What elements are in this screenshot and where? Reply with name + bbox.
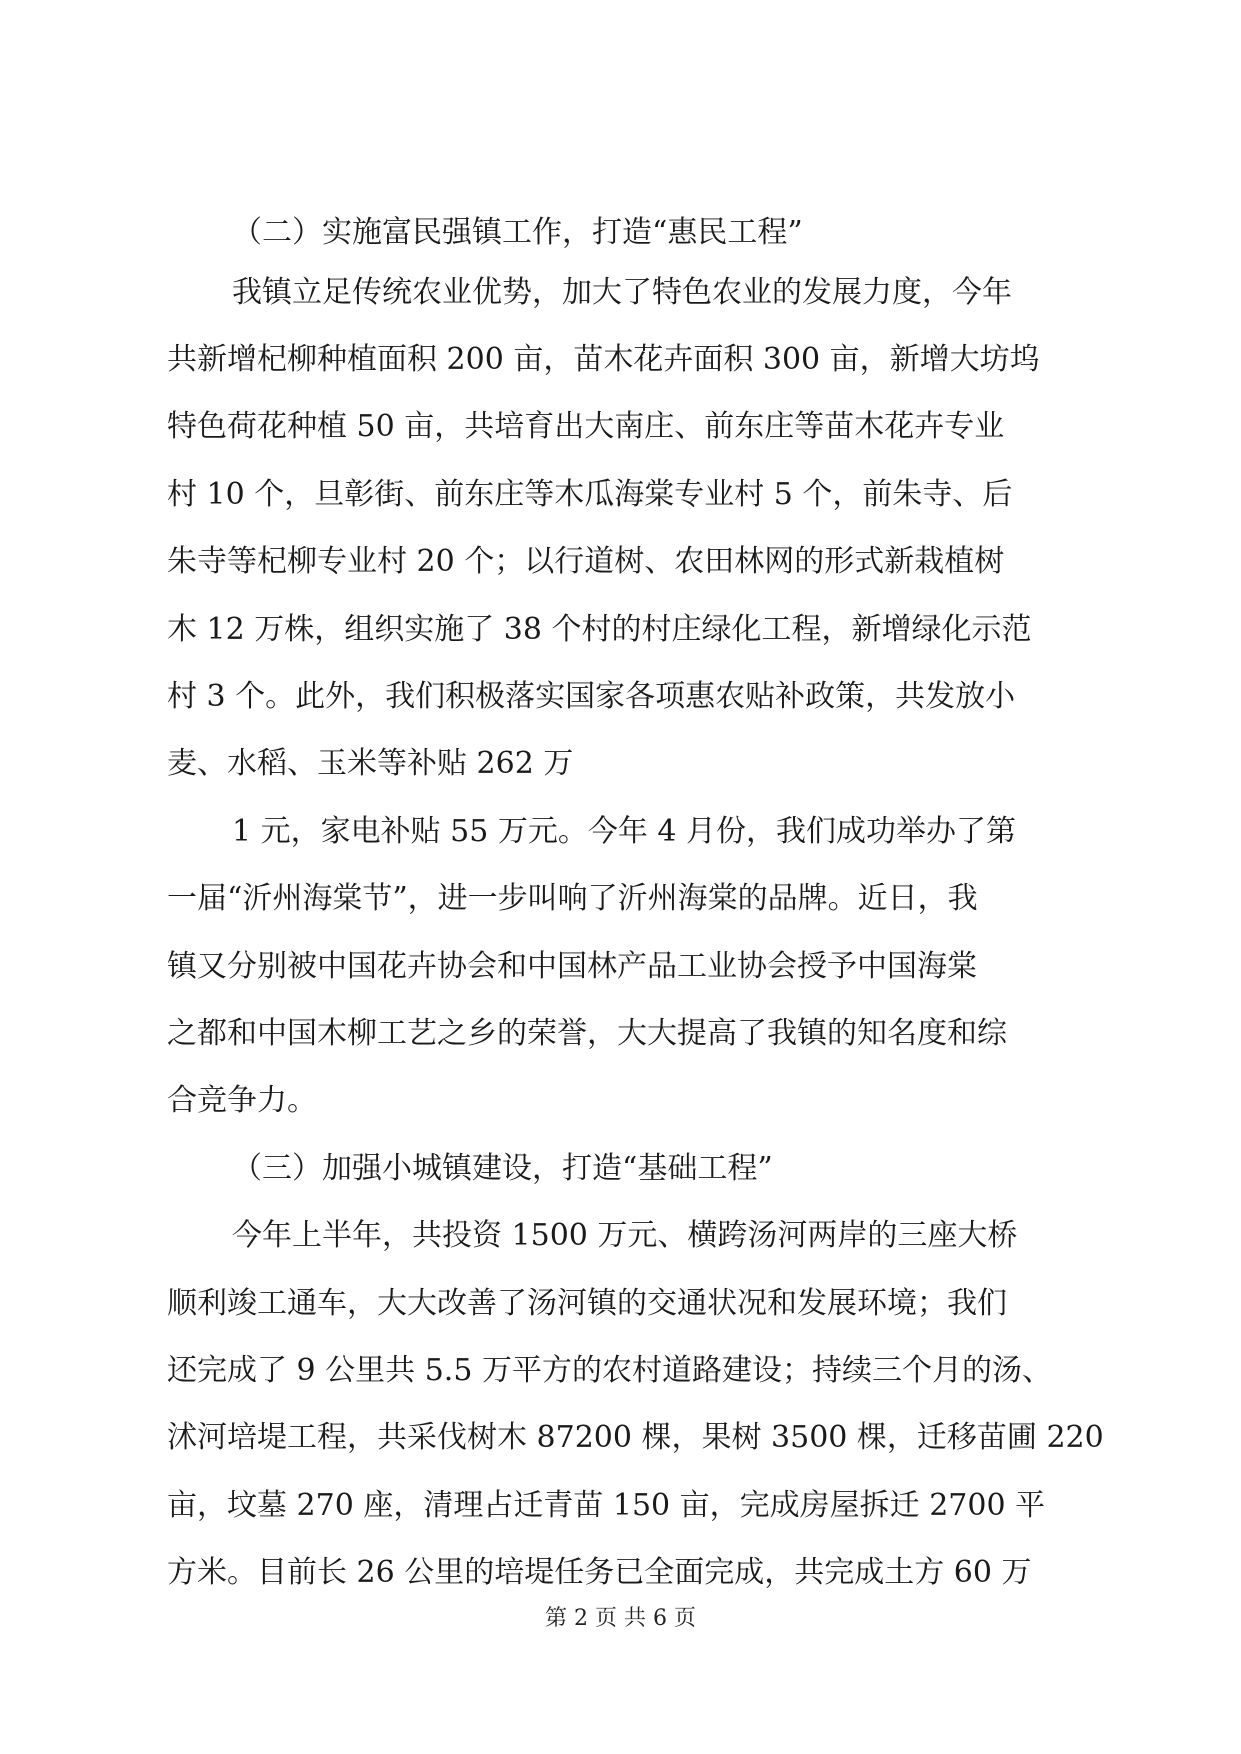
paragraph-line: 木 12 万株，组织实施了 38 个村的村庄绿化工程，新增绿化示范 (167, 612, 1032, 647)
paragraph-line: 麦、水稻、玉米等补贴 262 万 (167, 746, 574, 781)
paragraph-line: 亩，坟墓 270 座，清理占迁青苗 150 亩，完成房屋拆迁 2700 平 (167, 1488, 1046, 1523)
section-heading-3: （三）加强小城镇建设，打造“基础工程” (232, 1151, 773, 1186)
paragraph-line: 共新增杞柳种植面积 200 亩，苗木花卉面积 300 亩，新增大坊坞 (167, 342, 1040, 377)
paragraph-line: 镇又分别被中国花卉协会和中国林产品工业协会授予中国海棠 (167, 949, 977, 984)
paragraph-line: 我镇立足传统农业优势，加大了特色农业的发展力度，今年 (232, 275, 1012, 310)
paragraph-line: 合竞争力。 (167, 1083, 317, 1118)
paragraph-line: 之都和中国木柳工艺之乡的荣誉，大大提高了我镇的知名度和综 (167, 1016, 1007, 1051)
paragraph-line: 村 3 个。此外，我们积极落实国家各项惠农贴补政策，共发放小 (167, 679, 1016, 714)
paragraph-line: 还完成了 9 公里共 5.5 万平方的农村道路建设；持续三个月的汤、 (167, 1353, 1052, 1388)
paragraph-line: 一届“沂州海棠节”，进一步叫响了沂州海棠的品牌。近日，我 (167, 881, 978, 916)
paragraph-line: 特色荷花种植 50 亩，共培育出大南庄、前东庄等苗木花卉专业 (167, 409, 1005, 444)
paragraph-line: 村 10 个，旦彰街、前东庄等木瓜海棠专业村 5 个，前朱寺、后 (167, 477, 1013, 512)
paragraph-line: 方米。目前长 26 公里的培堤任务已全面完成，共完成土方 60 万 (167, 1555, 1032, 1590)
paragraph-line: 沭河培堤工程，共采伐树木 87200 棵，果树 3500 棵，迁移苗圃 220 (167, 1420, 1104, 1455)
paragraph-line: 今年上半年，共投资 1500 万元、横跨汤河两岸的三座大桥 (232, 1218, 1018, 1253)
paragraph-line: 顺利竣工通车，大大改善了汤河镇的交通状况和发展环境；我们 (167, 1286, 1007, 1321)
section-heading-2: （二）实施富民强镇工作，打造“惠民工程” (232, 215, 803, 250)
page-indicator: 第 2 页 共 6 页 (545, 1606, 696, 1631)
paragraph-line: 朱寺等杞柳专业村 20 个；以行道树、农田林网的形式新栽植树 (167, 544, 1005, 579)
paragraph-line: 1 元，家电补贴 55 万元。今年 4 月份，我们成功举办了第 (232, 814, 1017, 849)
